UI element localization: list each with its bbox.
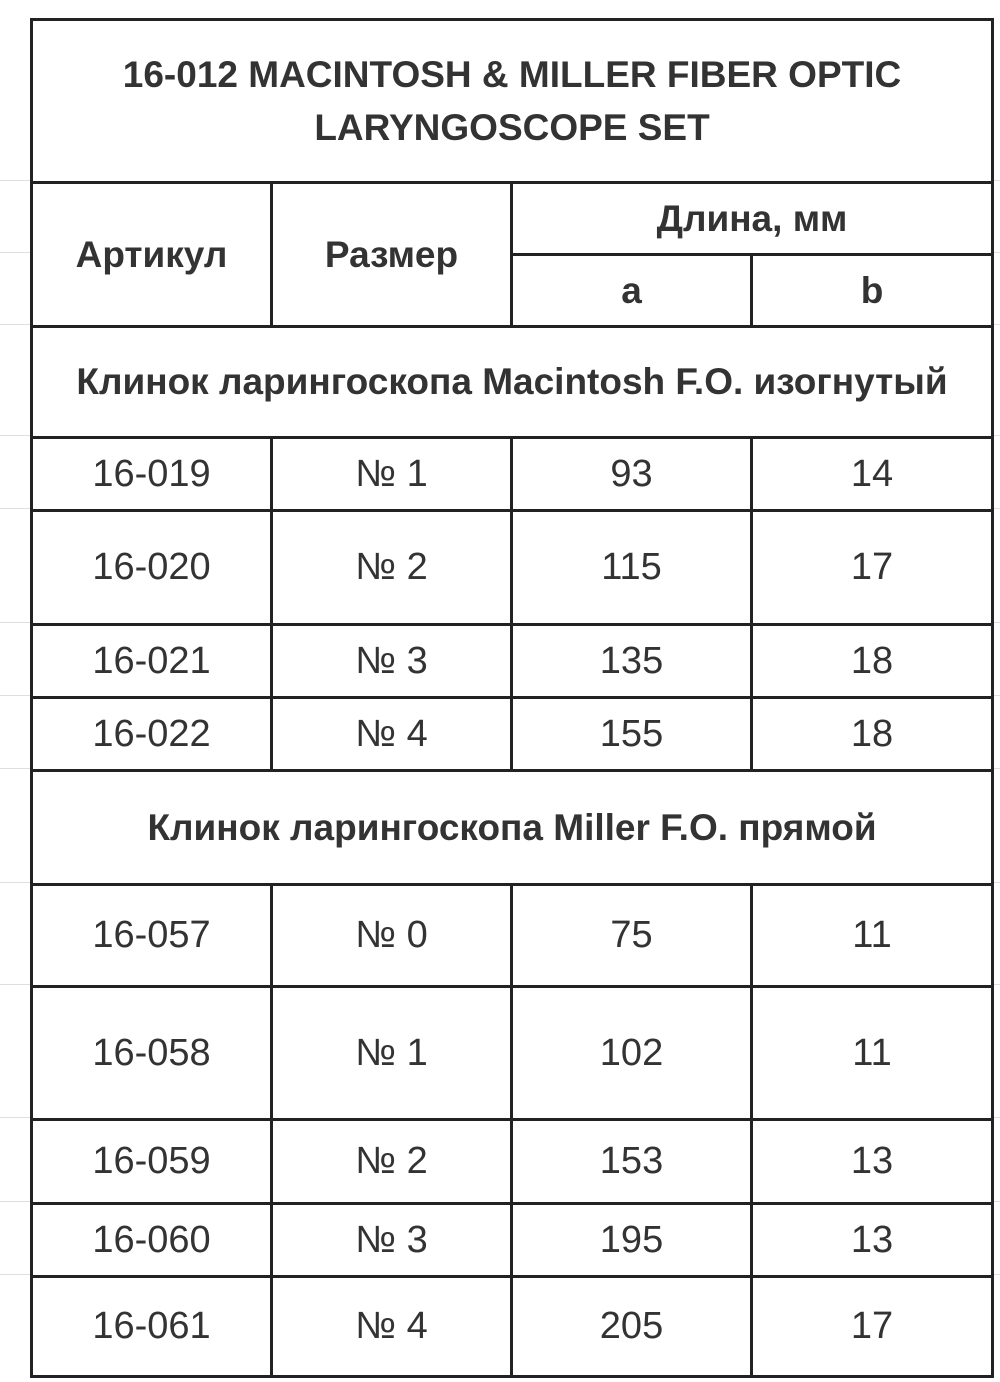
cell-length-a: 93 (512, 438, 752, 511)
cell-size: № 2 (272, 1120, 512, 1204)
section-title-row (32, 771, 993, 885)
header-article: Артикул (32, 183, 272, 327)
table-row (32, 511, 993, 625)
grid-line (0, 1201, 30, 1202)
cell-article: 16-059 (32, 1120, 272, 1204)
grid-line (0, 622, 30, 623)
cell-length-a: 135 (512, 625, 752, 698)
cell-length-a: 155 (512, 698, 752, 771)
cell-length-a: 115 (512, 511, 752, 625)
table-row (32, 1204, 993, 1277)
section-title-row (32, 327, 993, 438)
grid-line (0, 324, 30, 325)
cell-length-b: 13 (752, 1120, 993, 1204)
cell-size: № 1 (272, 438, 512, 511)
grid-line (0, 984, 30, 985)
cell-size: № 4 (272, 698, 512, 771)
header-length: Длина, мм (512, 183, 993, 255)
cell-article: 16-019 (32, 438, 272, 511)
cell-size: № 3 (272, 1204, 512, 1277)
cell-length-a: 75 (512, 885, 752, 987)
table-row (32, 987, 993, 1120)
table-row (32, 625, 993, 698)
cell-length-b: 11 (752, 987, 993, 1120)
cell-length-a: 195 (512, 1204, 752, 1277)
table-row (32, 885, 993, 987)
grid-line (0, 768, 30, 769)
cell-length-b: 14 (752, 438, 993, 511)
laryngoscope-spec-table (30, 18, 994, 1378)
cell-size: № 3 (272, 625, 512, 698)
grid-line (0, 882, 30, 883)
table-row (32, 438, 993, 511)
cell-length-a: 102 (512, 987, 752, 1120)
cell-article: 16-060 (32, 1204, 272, 1277)
cell-length-b: 18 (752, 625, 993, 698)
table-row (32, 1120, 993, 1204)
cell-article: 16-021 (32, 625, 272, 698)
grid-line (0, 180, 30, 181)
cell-article: 16-058 (32, 987, 272, 1120)
grid-line (0, 695, 30, 696)
cell-length-b: 11 (752, 885, 993, 987)
cell-article: 16-061 (32, 1277, 272, 1377)
table-title-row (32, 20, 993, 183)
section-title-macintosh: Клинок ларингоскопа Macintosh F.O. изогнутый (32, 327, 993, 438)
cell-length-a: 205 (512, 1277, 752, 1377)
cell-article: 16-020 (32, 511, 272, 625)
header-length-a: a (512, 255, 752, 327)
table-row (32, 1277, 993, 1377)
cell-length-b: 18 (752, 698, 993, 771)
grid-line (0, 252, 30, 253)
grid-line (0, 1274, 30, 1275)
header-length-b: b (752, 255, 993, 327)
cell-length-b: 17 (752, 1277, 993, 1377)
table-title: 16-012 MACINTOSH & MILLER FIBER OPTIC LARYNGOSCOPE SET (32, 20, 993, 183)
cell-size: № 0 (272, 885, 512, 987)
table-row (32, 698, 993, 771)
grid-line (0, 508, 30, 509)
cell-size: № 4 (272, 1277, 512, 1377)
header-size: Размер (272, 183, 512, 327)
section-title-miller: Клинок ларингоскопа Miller F.O. прямой (32, 771, 993, 885)
cell-length-b: 13 (752, 1204, 993, 1277)
cell-size: № 2 (272, 511, 512, 625)
cell-size: № 1 (272, 987, 512, 1120)
table-header-row (32, 183, 993, 255)
cell-article: 16-022 (32, 698, 272, 771)
cell-length-a: 153 (512, 1120, 752, 1204)
cell-length-b: 17 (752, 511, 993, 625)
grid-line (0, 1117, 30, 1118)
grid-line (0, 435, 30, 436)
cell-article: 16-057 (32, 885, 272, 987)
